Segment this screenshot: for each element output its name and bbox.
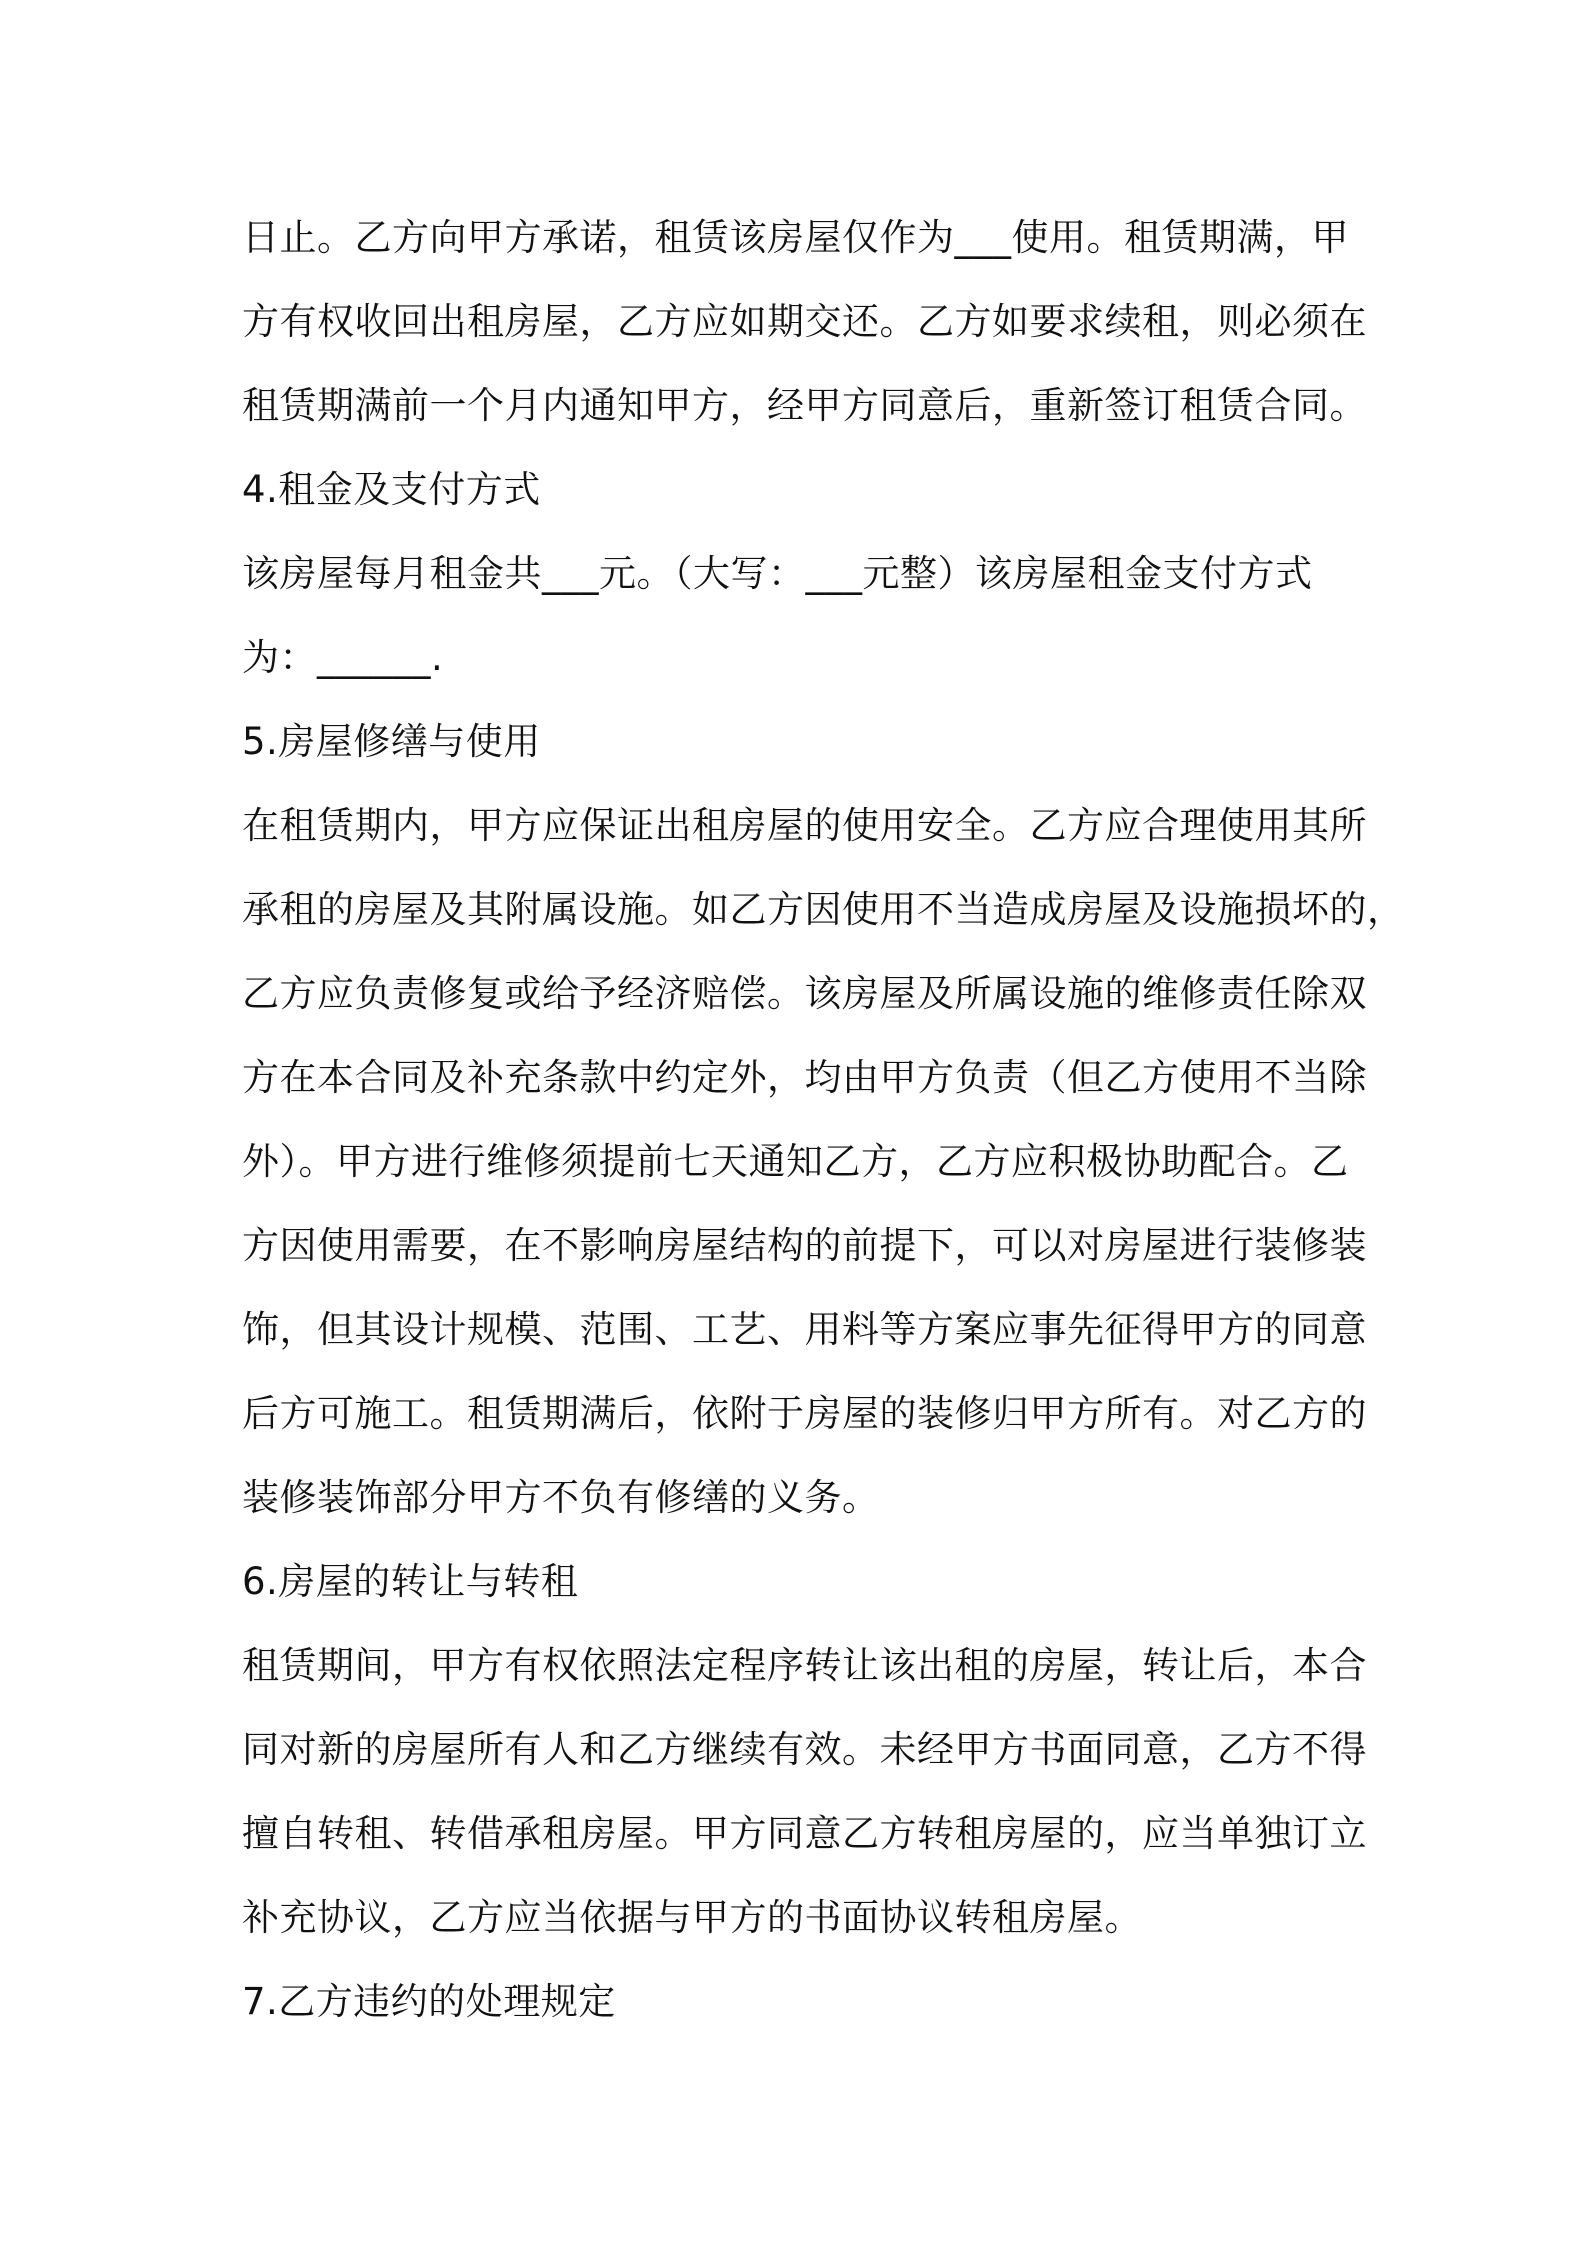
paragraph-line: 后方可施工。租赁期满后，依附于房屋的装修归甲方所有。对乙方的 [242, 1392, 1367, 1435]
paragraph-line: 日止。乙方向甲方承诺，租赁该房屋仅作为___使用。租赁期满，甲 [242, 216, 1349, 259]
paragraph-line: 乙方应负责修复或给予经济赔偿。该房屋及所属设施的维修责任除双 [242, 972, 1367, 1015]
paragraph-line: 同对新的房屋所有人和乙方继续有效。未经甲方书面同意，乙方不得 [242, 1728, 1367, 1771]
paragraph-line: 方因使用需要，在不影响房屋结构的前提下，可以对房屋进行装修装 [242, 1224, 1367, 1267]
paragraph-line: 方有权收回出租房屋，乙方应如期交还。乙方如要求续租，则必须在 [242, 300, 1367, 343]
paragraph-line: 方在本合同及补充条款中约定外，均由甲方负责（但乙方使用不当除 [242, 1056, 1367, 1099]
paragraph-line: 饰，但其设计规模、范围、工艺、用料等方案应事先征得甲方的同意 [242, 1308, 1367, 1351]
paragraph-line: 承租的房屋及其附属设施。如乙方因使用不当造成房屋及设施损坏的， [242, 888, 1405, 931]
paragraph-line: 擅自转租、转借承租房屋。甲方同意乙方转租房屋的，应当单独订立 [242, 1812, 1367, 1855]
paragraph-line: 为：______. [242, 636, 444, 679]
paragraph-line: 租赁期间，甲方有权依照法定程序转让该出租的房屋，转让后，本合 [242, 1644, 1367, 1687]
paragraph-line: 补充协议，乙方应当依据与甲方的书面协议转租房屋。 [242, 1896, 1142, 1939]
section-heading-repair-use: 5.房屋修缮与使用 [242, 720, 541, 763]
section-heading-rent-payment: 4.租金及支付方式 [242, 468, 541, 511]
paragraph-line: 租赁期满前一个月内通知甲方，经甲方同意后，重新签订租赁合同。 [242, 384, 1367, 427]
section-heading-breach: 7.乙方违约的处理规定 [242, 1980, 616, 2023]
paragraph-line: 该房屋每月租金共___元。（大写：___元整）该房屋租金支付方式 [242, 552, 1313, 595]
paragraph-line: 装修装饰部分甲方不负有修缮的义务。 [242, 1476, 880, 1519]
paragraph-line: 外）。甲方进行维修须提前七天通知乙方，乙方应积极协助配合。乙 [242, 1140, 1349, 1183]
section-heading-transfer-sublease: 6.房屋的转让与转租 [242, 1560, 579, 1603]
paragraph-line: 在租赁期内，甲方应保证出租房屋的使用安全。乙方应合理使用其所 [242, 804, 1367, 847]
document-body [242, 196, 1405, 2044]
